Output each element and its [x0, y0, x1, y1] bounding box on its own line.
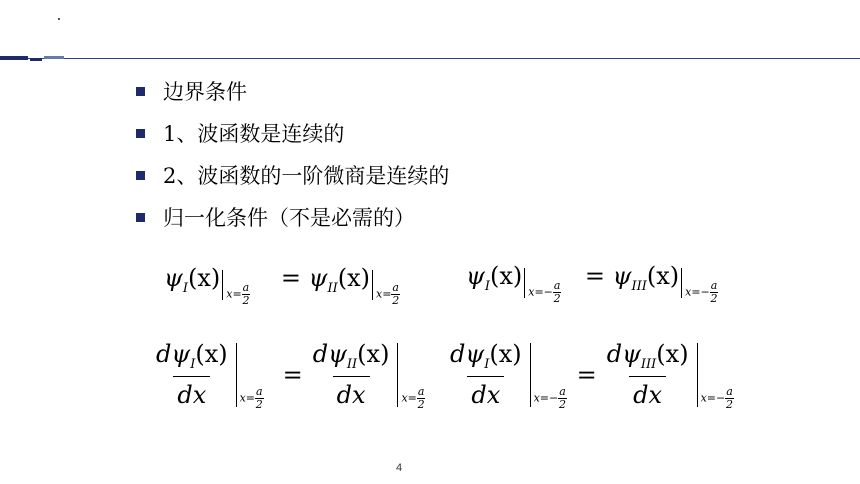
frac-denominator: 2 — [559, 397, 567, 411]
frac-denominator: 2 — [725, 397, 733, 411]
equation-continuity-right: $\psi_I(x)$ x= $\frac{a}{2}$ = $\psi_{II}(x)$ x= $\frac{a}{2}$ — [164, 264, 400, 307]
equation-derivative-right: $\frac{d\psi_I(x)}{dx}$ x= $\frac{a}{2}$ = $\frac{d\psi_{II}(x)}{dx}$ x= $\frac{a}{2}$ — [152, 340, 438, 409]
corner-dot — [58, 18, 60, 20]
bullet-text: 归一化条件（不是必需的） — [163, 206, 415, 230]
bullet-item — [136, 154, 449, 196]
condition: x=− — [533, 391, 559, 404]
frac-numerator: a — [710, 279, 718, 292]
frac-denominator: 2 — [553, 292, 561, 305]
derivative-fraction — [446, 340, 526, 409]
psi-symbol: ψ — [612, 262, 632, 290]
psi-symbol: ψ — [308, 264, 328, 292]
frac-numerator: a — [392, 281, 399, 294]
condition: x= — [239, 391, 256, 404]
argument: (x) — [187, 264, 221, 292]
subscript: III — [631, 279, 647, 294]
frac-denominator: 2 — [242, 294, 250, 307]
frac-numerator: a — [256, 384, 263, 398]
frac-numerator: a — [726, 384, 733, 398]
bullet-text: 2、波函数的一阶微商是连续的 — [163, 164, 450, 188]
condition: x= — [376, 287, 392, 301]
argument: (x) — [489, 262, 523, 290]
condition: x=− — [685, 285, 710, 299]
bullet-square-icon — [136, 87, 145, 96]
derivative-fraction — [309, 340, 394, 409]
frac-numerator: a — [553, 279, 561, 292]
header-bar — [44, 56, 64, 59]
d-psi: dψ — [450, 340, 485, 368]
evaluation-bar — [236, 343, 277, 411]
argument: (x) — [337, 264, 370, 292]
bullet-item — [136, 112, 449, 154]
dx: dx — [173, 376, 210, 409]
frac-denominator: 2 — [392, 294, 400, 307]
bullet-item — [136, 70, 449, 112]
bullet-square-icon — [136, 213, 145, 222]
evaluation-bar — [697, 343, 738, 411]
d-psi: dψ — [606, 340, 641, 368]
evaluation-bar — [397, 343, 438, 411]
dx: dx — [333, 376, 370, 409]
bullet-item — [136, 196, 449, 238]
equation-continuity-left: $\psi_I(x)$ x=− $\frac{a}{2}$ = $\psi_{III}(x)$ x=− $\frac{a}{2}$ — [466, 262, 718, 305]
page-number: 4 — [396, 462, 403, 474]
subscript: I — [484, 279, 490, 294]
header-bar — [30, 58, 42, 61]
bullet-list — [136, 70, 449, 238]
frac-numerator: a — [242, 281, 250, 294]
condition: x=− — [528, 285, 553, 299]
bullet-text: 1、波函数是连续的 — [163, 122, 345, 146]
evaluation-bar — [372, 270, 400, 307]
condition: x= — [401, 391, 417, 404]
subscript: II — [327, 281, 338, 296]
subscript: I — [182, 281, 188, 296]
frac-numerator: a — [559, 384, 566, 398]
bullet-square-icon — [136, 171, 145, 180]
d-psi: dψ — [312, 340, 347, 368]
header-bar — [0, 56, 28, 60]
frac-numerator: a — [417, 384, 425, 398]
d-psi: dψ — [156, 340, 191, 368]
evaluation-bar — [222, 270, 250, 307]
frac-denominator: 2 — [417, 397, 425, 411]
argument: (x) — [656, 340, 689, 368]
argument: (x) — [195, 340, 228, 368]
derivative-fraction — [152, 340, 232, 409]
condition: x=− — [700, 391, 726, 404]
subscript: I — [190, 357, 196, 372]
argument: (x) — [357, 340, 390, 368]
evaluation-bar — [524, 268, 561, 305]
evaluation-bar — [530, 343, 571, 411]
subscript: III — [640, 357, 657, 372]
evaluation-bar — [681, 268, 718, 305]
bullet-text: 边界条件 — [163, 80, 247, 104]
frac-denominator: 2 — [710, 292, 718, 305]
bullet-square-icon — [136, 129, 145, 138]
argument: (x) — [489, 340, 522, 368]
psi-symbol: ψ — [466, 262, 485, 290]
header-decoration — [0, 52, 860, 66]
subscript: I — [484, 357, 490, 372]
header-rule — [0, 58, 860, 59]
frac-denominator: 2 — [255, 397, 263, 411]
psi-symbol: ψ — [164, 264, 183, 292]
argument: (x) — [646, 262, 680, 290]
derivative-fraction — [603, 340, 693, 409]
dx: dx — [629, 376, 666, 409]
dx: dx — [467, 376, 504, 409]
subscript: II — [346, 357, 358, 372]
equation-derivative-left: $\frac{d\psi_I(x)}{dx}$ x=− $\frac{a}{2}$ = $\frac{d\psi_{III}(x)}{dx}$ x=− $\frac{a}{2}$ — [446, 340, 738, 409]
condition: x= — [226, 287, 242, 301]
